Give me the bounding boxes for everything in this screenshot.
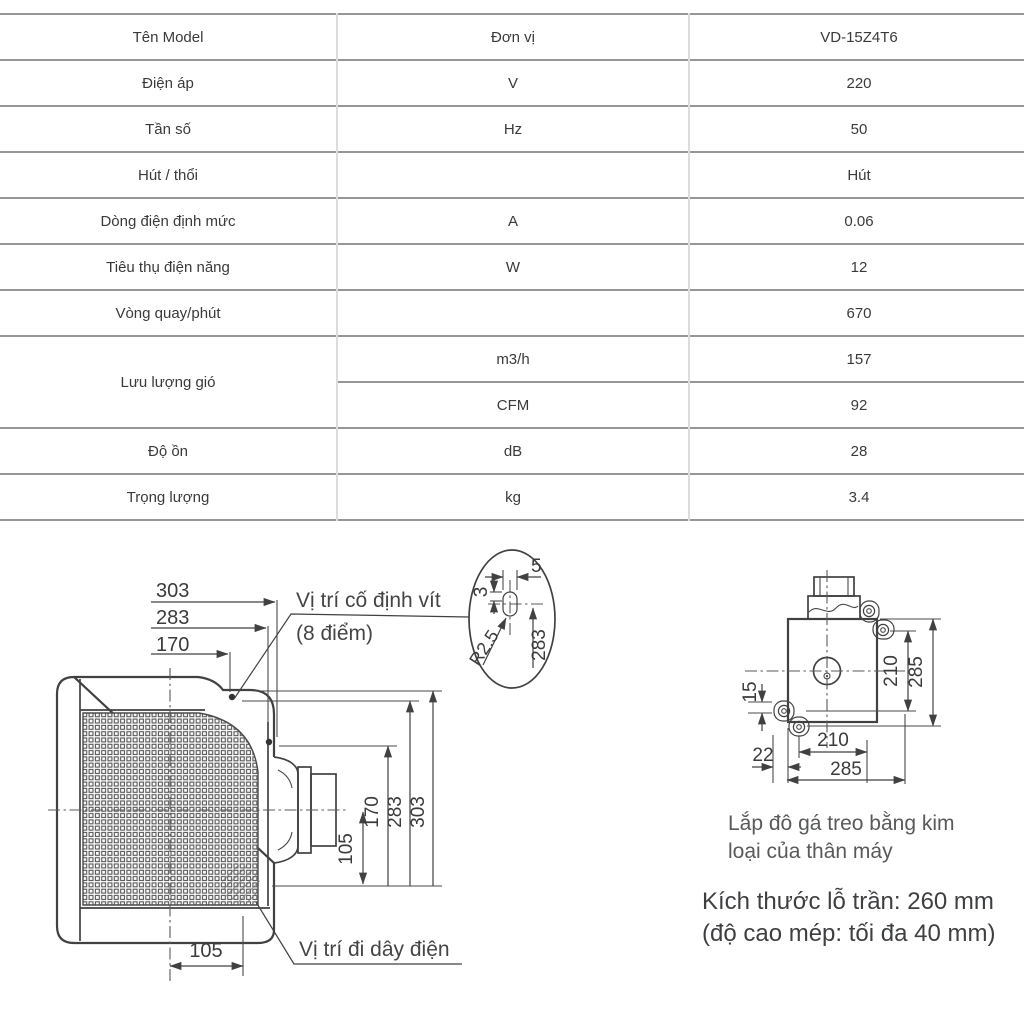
cell-r6-value: 157 xyxy=(689,336,1024,382)
cell-r8-value: 28 xyxy=(689,428,1024,474)
table-row xyxy=(0,152,1024,198)
cell-r2-value: Hút xyxy=(689,152,1024,198)
wire-knockout-hatch xyxy=(222,865,260,903)
dim-283-right: 283 xyxy=(385,796,406,828)
spec-table xyxy=(0,13,1024,521)
table-row xyxy=(0,244,1024,290)
screw-dot xyxy=(266,739,272,745)
cell-r3-value: 0.06 xyxy=(689,198,1024,244)
screw-dot xyxy=(229,694,235,700)
side-view-drawing xyxy=(48,550,555,982)
cell-r1-unit: Hz xyxy=(337,106,689,152)
cell-r5-name: Vòng quay/phút xyxy=(0,290,337,336)
cell-r3-name: Dòng điện định mức xyxy=(0,198,337,244)
installation-notes xyxy=(702,888,995,947)
dim-170-right: 170 xyxy=(362,796,383,828)
bracket-caption-line2: loại của thân máy xyxy=(728,840,893,863)
cell-r4-value: 12 xyxy=(689,244,1024,290)
header-model: Tên Model xyxy=(0,14,337,60)
dim-210-bottom: 210 xyxy=(817,730,849,751)
table-row xyxy=(0,428,1024,474)
table-header-row xyxy=(0,14,1024,60)
dim-105-duct: 105 xyxy=(336,833,357,865)
duct-stub xyxy=(808,577,860,619)
wire-note: Vị trí đi dây điện xyxy=(299,938,450,961)
mounting-bracket-bottom-left xyxy=(774,701,809,736)
cell-r2-name: Hút / thổi xyxy=(0,152,337,198)
screw-note-line1: Vị trí cố định vít xyxy=(296,589,441,612)
cell-r7-value: 92 xyxy=(689,382,1024,428)
bracket-caption-line1: Lắp đô gá treo bằng kim xyxy=(728,812,955,835)
dim-210-right: 210 xyxy=(881,655,902,687)
cell-r5-unit xyxy=(337,290,689,336)
cell-r1-name: Tần số xyxy=(0,106,337,152)
cell-r8-unit: dB xyxy=(337,428,689,474)
cell-r0-unit: V xyxy=(337,60,689,106)
cell-r4-unit: W xyxy=(337,244,689,290)
cell-r3-unit: A xyxy=(337,198,689,244)
table-row xyxy=(0,198,1024,244)
dim-170-top: 170 xyxy=(156,634,190,656)
table-row xyxy=(0,60,1024,106)
detail-dim-3: 3 xyxy=(471,586,492,598)
duct-pipe xyxy=(274,757,336,863)
top-view-drawing xyxy=(728,570,955,863)
dim-15-left: 15 xyxy=(740,681,761,703)
table-row xyxy=(0,336,1024,382)
dim-303-right: 303 xyxy=(408,796,429,828)
dim-22-bottom: 22 xyxy=(752,745,774,766)
screw-note-line2: (8 điểm) xyxy=(296,622,374,645)
edge-height-note: (độ cao mép: tối đa 40 mm) xyxy=(702,920,996,947)
cell-r9-unit: kg xyxy=(337,474,689,520)
dim-285-bottom: 285 xyxy=(830,759,862,780)
dim-303-top: 303 xyxy=(156,580,190,602)
header-unit: Đơn vị xyxy=(337,14,689,60)
table-row xyxy=(0,106,1024,152)
technical-drawing xyxy=(0,505,1024,1024)
table-row xyxy=(0,290,1024,336)
cell-r7-unit: CFM xyxy=(337,382,689,428)
cell-r6-name: Lưu lượng gió xyxy=(0,336,337,428)
cell-r5-value: 670 xyxy=(689,290,1024,336)
dim-105-bottom: 105 xyxy=(189,940,223,962)
dim-283-top: 283 xyxy=(156,607,190,629)
ceiling-hole-note: Kích thước lỗ trần: 260 mm xyxy=(702,888,994,915)
dim-285-right: 285 xyxy=(906,656,927,688)
hub-dot xyxy=(826,675,828,677)
cell-r2-unit xyxy=(337,152,689,198)
cell-r4-name: Tiêu thụ điện năng xyxy=(0,244,337,290)
cell-r8-name: Độ ồn xyxy=(0,428,337,474)
cell-r0-value: 220 xyxy=(689,60,1024,106)
detail-dim-5: 5 xyxy=(531,556,542,577)
cell-r0-name: Điện áp xyxy=(0,60,337,106)
cell-r1-value: 50 xyxy=(689,106,1024,152)
cell-r9-name: Trọng lượng xyxy=(0,474,337,520)
detail-dim-283: 283 xyxy=(529,629,550,661)
cell-r9-value: 3.4 xyxy=(689,474,1024,520)
header-value: VD-15Z4T6 xyxy=(689,14,1024,60)
cell-r6-unit: m3/h xyxy=(337,336,689,382)
detail-dim-r25: R2.5 xyxy=(465,626,503,670)
